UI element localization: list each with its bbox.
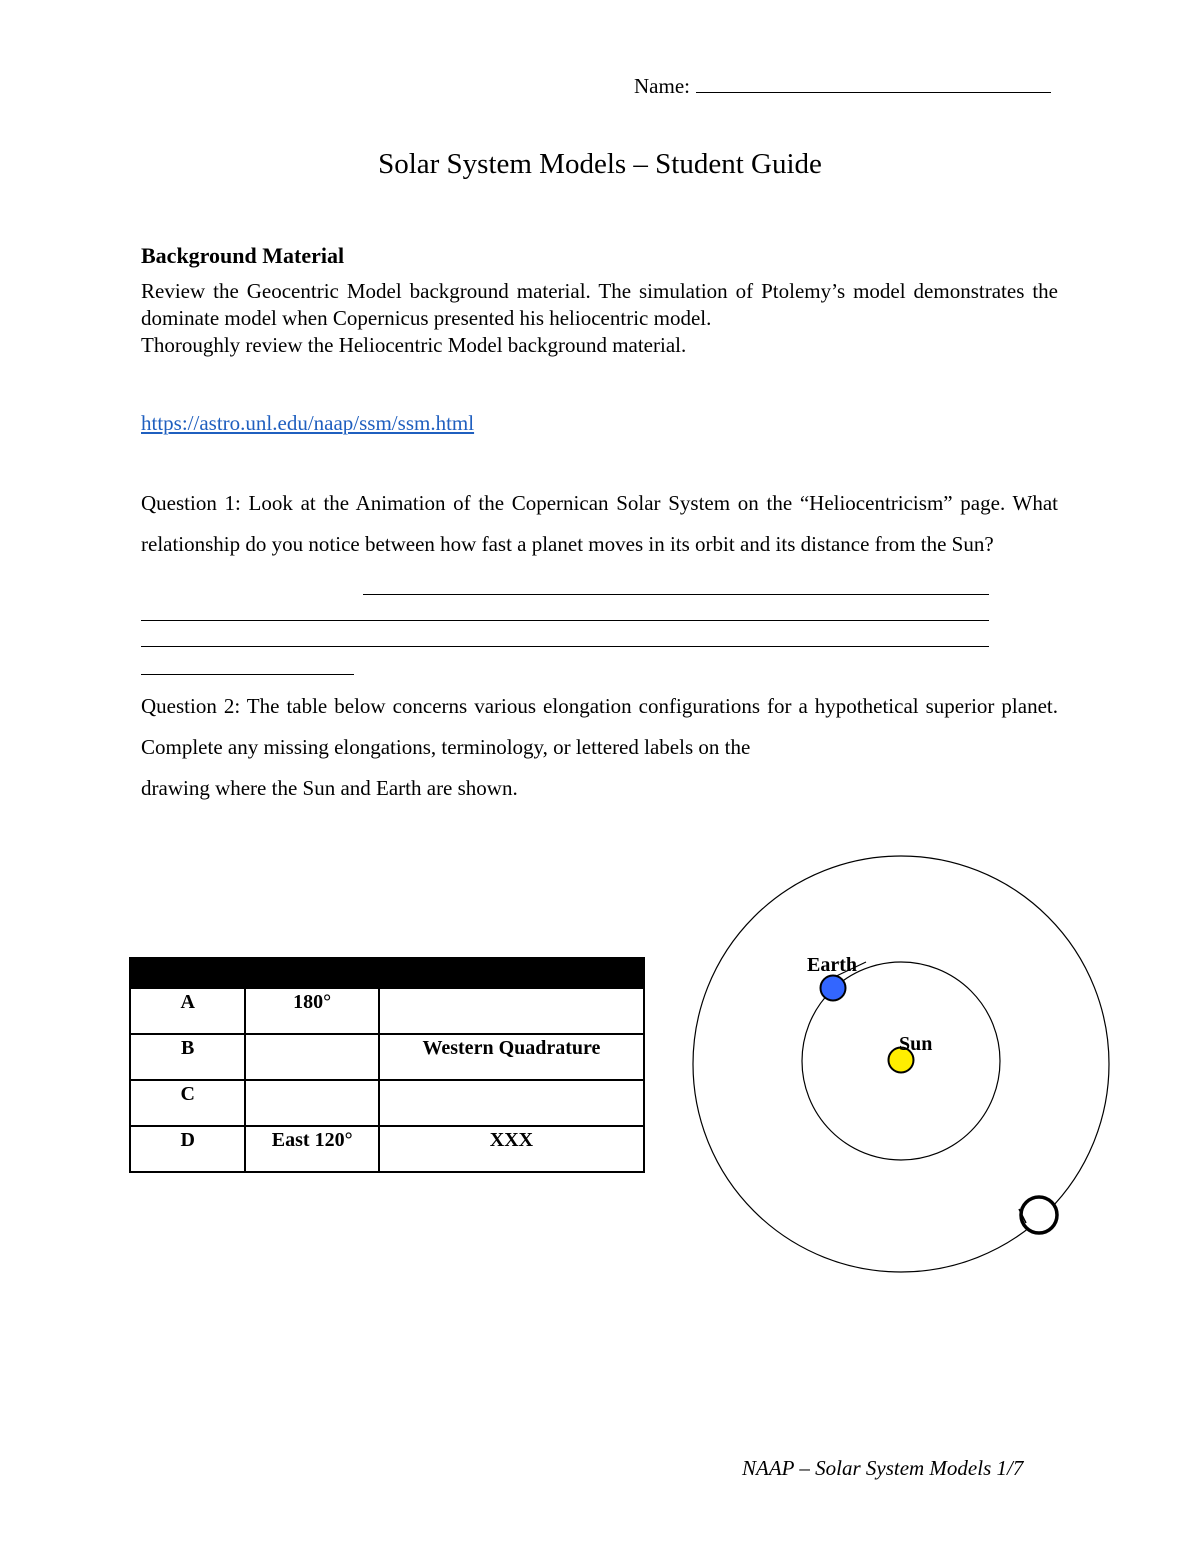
sun-label: Sun [899,1033,933,1055]
row-term[interactable]: XXX [379,1126,644,1172]
answer-line-1[interactable] [363,594,989,595]
table-row [130,1080,644,1126]
page-title: Solar System Models – Student Guide [378,148,822,180]
row-term[interactable] [379,988,644,1034]
table-header-row [130,958,644,988]
row-elongation[interactable]: East 120° [245,1126,378,1172]
background-paragraph [141,278,1058,359]
answer-line-3[interactable] [141,646,989,647]
elongation-table [129,957,645,1173]
row-term[interactable] [379,1080,644,1126]
page-footer: NAAP – Solar System Models 1/7 [742,1456,1024,1480]
background-text: Review the Geocentric Model background material. The simulation of Ptolemy’s model demonstrates the dominate model when Copernicus presented his heliocentric model. [141,279,1058,330]
table-row [130,1126,644,1172]
earth-planet [821,976,846,1001]
question-2-text: Question 2: The table below concerns various elongation configurations for a hypothetical superior planet. Complete any missing elongations, terminology, or lettered labels on the [141,694,1058,759]
orbit-diagram [680,845,1120,1285]
row-term[interactable]: Western Quadrature [379,1034,644,1080]
superior-planet [1021,1197,1057,1233]
row-label: C [130,1080,245,1126]
row-label: B [130,1034,245,1080]
table-row [130,988,644,1034]
answer-line-2[interactable] [141,620,989,621]
naap-link[interactable]: https://astro.unl.edu/naap/ssm/ssm.html [141,411,475,435]
earth-label: Earth [807,954,857,976]
row-label: D [130,1126,245,1172]
name-field[interactable] [634,72,1051,99]
name-blank[interactable] [696,72,1051,93]
row-elongation[interactable]: 180° [245,988,378,1034]
row-elongation[interactable] [245,1034,378,1080]
background-heading: Background Material [141,243,345,268]
table-row [130,1034,644,1080]
question-2 [141,686,1058,809]
question-1: Question 1: Look at the Animation of the Copernican Solar System on the “Heliocentricism” page. What relationship do you notice between how fast a planet moves in its orbit and its distance from the Sun? [141,491,1058,556]
question-2-text-last: drawing where the Sun and Earth are shown. [141,776,518,800]
row-label: A [130,988,245,1034]
background-text-last: Thoroughly review the Heliocentric Model background material. [141,333,687,357]
answer-line-4[interactable] [141,674,354,675]
name-label: Name: [634,74,690,98]
row-elongation[interactable] [245,1080,378,1126]
table-header [130,958,644,988]
